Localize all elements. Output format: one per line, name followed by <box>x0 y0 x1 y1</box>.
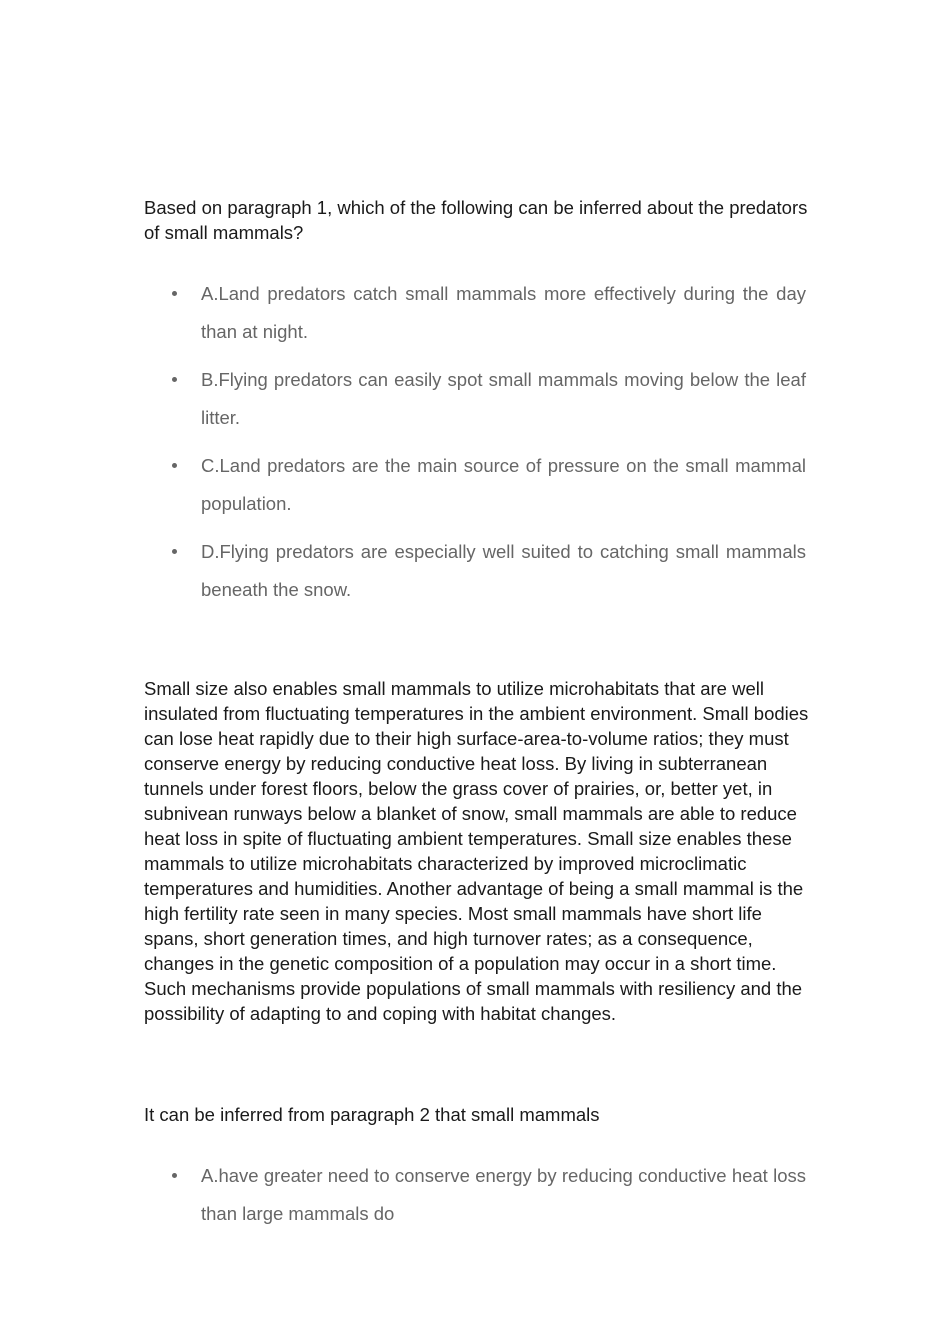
bullet-icon <box>172 377 177 382</box>
question-2-options <box>144 1157 806 1243</box>
bullet-icon <box>172 463 177 468</box>
option-b <box>144 361 806 437</box>
option-a-text: A.have greater need to conserve energy by reducing conductive heat loss than large mammals do <box>201 1165 806 1224</box>
option-d-text: D.Flying predators are especially well suited to catching small mammals beneath the snow. <box>201 541 806 600</box>
bullet-icon <box>172 1173 177 1178</box>
passage-paragraph-2: Small size also enables small mammals to utilize microhabitats that are well insulated from fluctuating temperatures in the ambient environment. Small bodies can lose heat rapidly due to their high surface-area-to-volume ratios; they must conserve energy by reducing conductive heat loss. By living in subterranean tunnels under forest floors, below the grass cover of prairies, or, better yet, in subnivean runways below a blanket of snow, small mammals are able to reduce heat loss in spite of fluctuating ambient temperatures. Small size enables these mammals to utilize microhabitats characterized by improved microclimatic temperatures and humidities. Another advantage of being a small mammal is the high fertility rate seen in many species. Most small mammals have short life spans, short generation times, and high turnover rates; as a consequence, changes in the genetic composition of a population may occur in a short time. Such mechanisms provide populations of small mammals with resiliency and the possibility of adapting to and coping with habitat changes. <box>144 678 809 1024</box>
question-1-options <box>144 275 806 619</box>
question-1-prompt: Based on paragraph 1, which of the following can be inferred about the predators of small mammals? <box>144 197 808 243</box>
question-2-prompt: It can be inferred from paragraph 2 that small mammals <box>144 1104 600 1125</box>
option-d <box>144 533 806 609</box>
option-b-text: B.Flying predators can easily spot small mammals moving below the leaf litter. <box>201 369 806 428</box>
option-c <box>144 447 806 523</box>
option-a <box>144 275 806 351</box>
option-c-text: C.Land predators are the main source of pressure on the small mammal population. <box>201 455 806 514</box>
option-a <box>144 1157 806 1233</box>
option-a-text: A.Land predators catch small mammals more effectively during the day than at night. <box>201 283 806 342</box>
bullet-icon <box>172 291 177 296</box>
bullet-icon <box>172 549 177 554</box>
